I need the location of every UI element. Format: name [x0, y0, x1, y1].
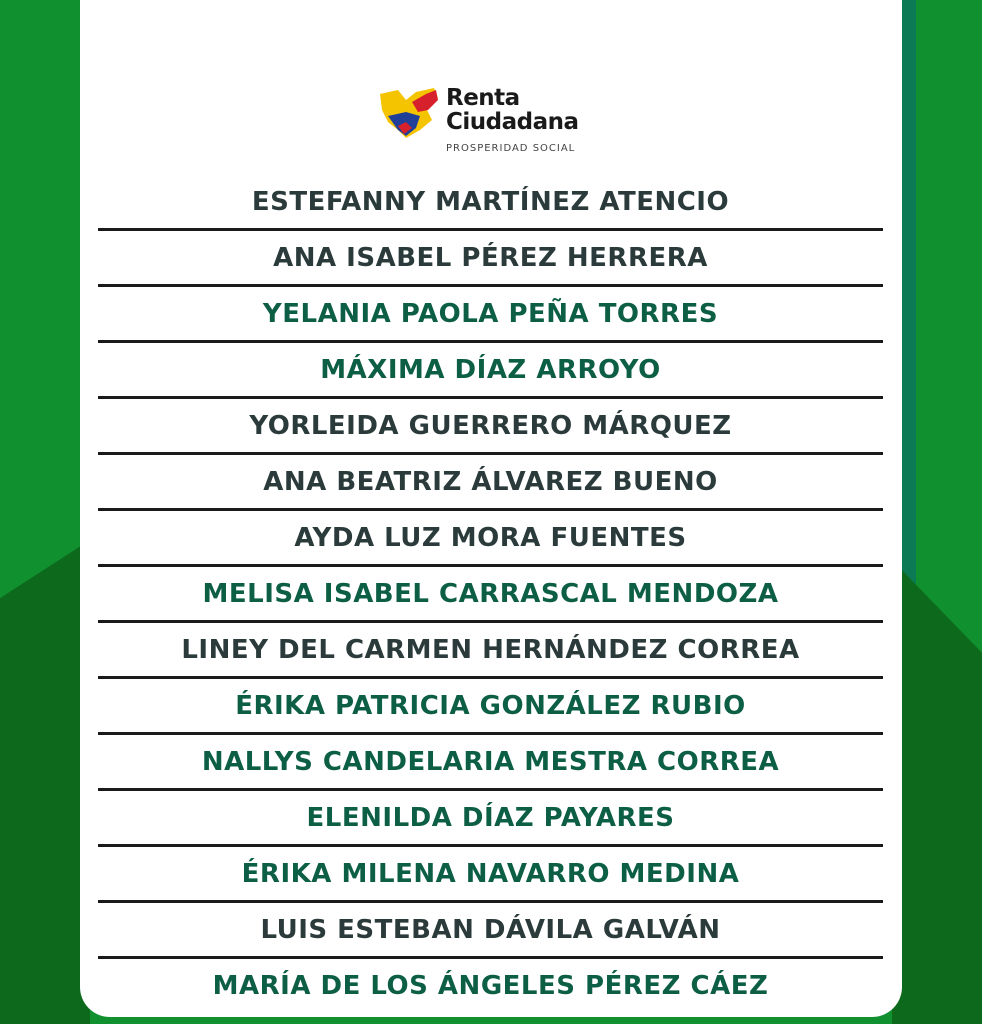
- brand-title-line2: Ciudadana: [446, 109, 579, 135]
- name-row: ANA BEATRIZ ÁLVAREZ BUENO: [98, 455, 883, 511]
- name-row: ANA ISABEL PÉREZ HERRERA: [98, 231, 883, 287]
- name-row: ESTEFANNY MARTÍNEZ ATENCIO: [98, 175, 883, 231]
- brand-subtitle: PROSPERIDAD SOCIAL: [446, 143, 576, 154]
- name-row: AYDA LUZ MORA FUENTES: [98, 511, 883, 567]
- name-row: YORLEIDA GUERRERO MÁRQUEZ: [98, 399, 883, 455]
- names-list: [98, 175, 883, 1012]
- name-row: ELENILDA DÍAZ PAYARES: [98, 791, 883, 847]
- name-row: MÁXIMA DÍAZ ARROYO: [98, 343, 883, 399]
- name-row: LINEY DEL CARMEN HERNÁNDEZ CORREA: [98, 623, 883, 679]
- brand-title-line1: Renta: [446, 85, 520, 111]
- brand-logo: [376, 86, 616, 156]
- name-row: MELISA ISABEL CARRASCAL MENDOZA: [98, 567, 883, 623]
- background-shape-left: [0, 540, 90, 1024]
- brand-title: [446, 86, 579, 134]
- name-row: NALLYS CANDELARIA MESTRA CORREA: [98, 735, 883, 791]
- name-row: ÉRIKA PATRICIA GONZÁLEZ RUBIO: [98, 679, 883, 735]
- name-row: ÉRIKA MILENA NAVARRO MEDINA: [98, 847, 883, 903]
- name-row: YELANIA PAOLA PEÑA TORRES: [98, 287, 883, 343]
- colombia-map-flag-icon: [376, 86, 442, 142]
- name-row: LUIS ESTEBAN DÁVILA GALVÁN: [98, 903, 883, 959]
- name-row: MARÍA DE LOS ÁNGELES PÉREZ CÁEZ: [212, 970, 769, 1001]
